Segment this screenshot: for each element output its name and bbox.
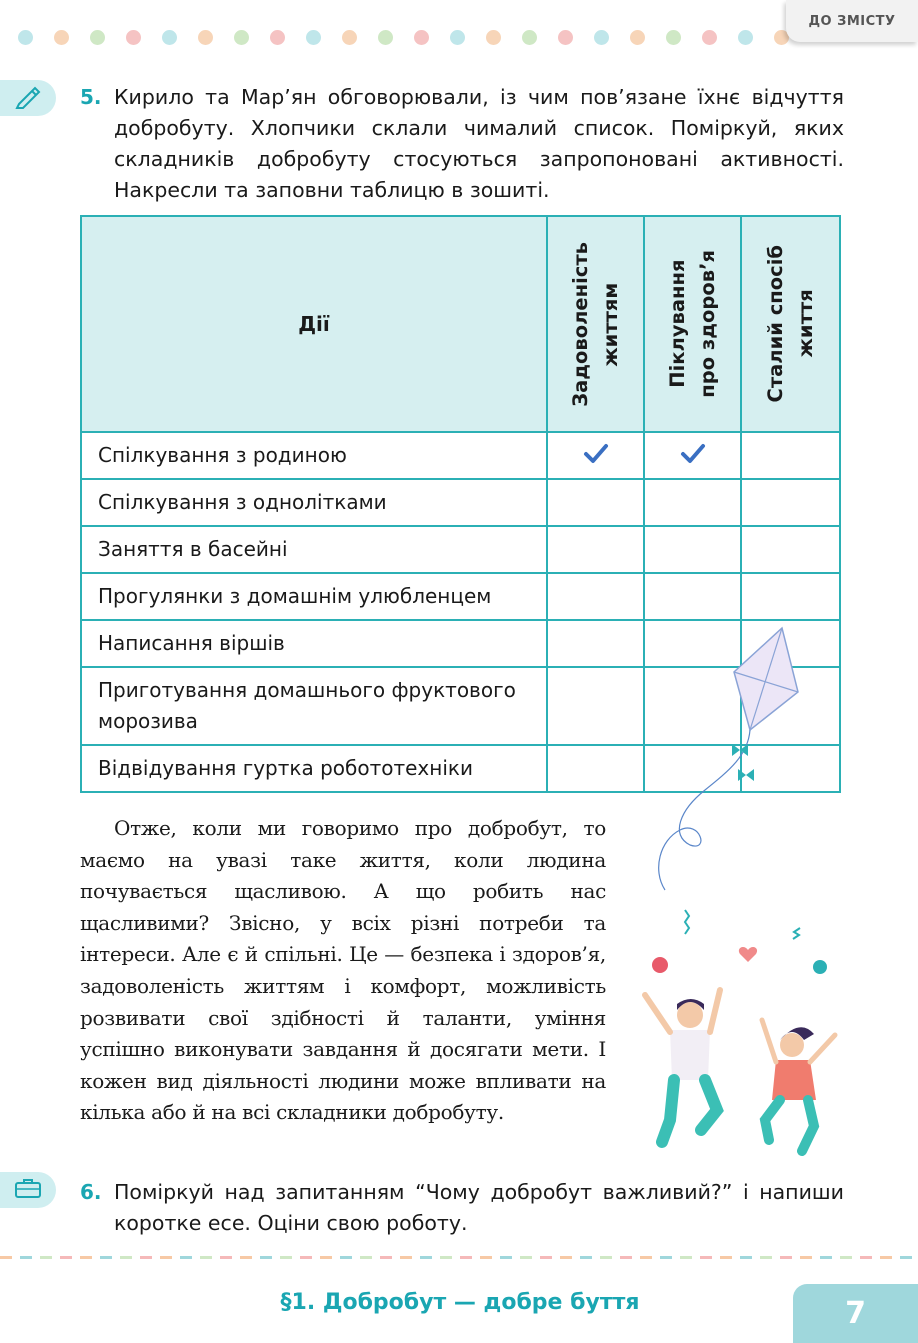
table-cell-mark [547,432,644,479]
decorative-dot [666,30,681,45]
decorative-dots [18,30,778,46]
decorative-dot [522,30,537,45]
sparkles-icon [652,910,827,974]
table-row-action: Спілкування з родиною [81,432,547,479]
table-cell-mark [547,526,644,573]
table-row [81,573,840,620]
decorative-dot [450,30,465,45]
table-cell-mark [547,479,644,526]
decorative-dot [54,30,69,45]
contents-link[interactable]: ДО ЗМІСТУ [786,0,918,42]
table-row-action: Заняття в басейні [81,526,547,573]
page-number: 7 [793,1284,918,1343]
table-cell-mark [644,479,741,526]
table-row-action: Написання віршів [81,620,547,667]
table-cell-mark [644,526,741,573]
decorative-dot [162,30,177,45]
checkmark-icon [680,443,706,465]
table-header-sustainable-lifestyle: Сталий спосіб життя [741,216,840,432]
kite-children-illustration [610,620,910,1180]
task-5-text: Кирило та Мар’ян обговорювали, із чим пов’язане їхнє відчуття добробуту. Хлопчики склали чималий список. Поміркуй, яких складників добробуту стосуються запропоновані активності. Накресли та заповни таблицю в зошиті. [114,85,844,202]
decorative-dot [234,30,249,45]
table-cell-mark [644,432,741,479]
decorative-dot [306,30,321,45]
table-row [81,526,840,573]
decorative-dot [198,30,213,45]
decorative-dot [486,30,501,45]
table-cell-mark [741,432,840,479]
body-paragraph: Отже, коли ми говоримо про добробут, то маємо на увазі таке життя, коли людина почувається щасливою. А що робить нас щасливими? Звісно, у всіх різні потреби та інтереси. Але є й спільні. Це — безпека і здоров’я, задоволеність життям і комфорт, можливість розвивати свої здібності й таланти, уміння успішно виконувати завдання й досягати мети. І кожен вид діяльності людини може впливати на кілька або й на всі складники добробуту. [80,816,606,1125]
decorative-dot [630,30,645,45]
footer-section-title: §1. Добробут — добре буття [280,1290,640,1315]
table-row [81,479,840,526]
boy-figure [645,990,720,1142]
table-cell-mark [644,573,741,620]
briefcase-icon [14,1177,42,1203]
decorative-dot [126,30,141,45]
task-5-number: 5. [80,85,102,109]
checkmark-icon [583,443,609,465]
table-row-action: Приготування домашнього фруктового морозива [81,667,547,745]
table-cell-mark [741,479,840,526]
footer-dashed-line [0,1256,918,1259]
table-header-life-satisfaction: Задоволеність життям [547,216,644,432]
decorative-dot [414,30,429,45]
decorative-dot [378,30,393,45]
pencil-icon [13,83,43,113]
table-row [81,432,840,479]
task-6-text: Поміркуй над запитанням “Чому добробут важливий?” і напиши коротке есе. Оціни свою роботу. [114,1180,844,1235]
girl-figure [762,1020,835,1151]
table-cell-mark [741,526,840,573]
decorative-dot [738,30,753,45]
table-cell-mark [741,573,840,620]
table-row-action: Відвідування гуртка робототехніки [81,745,547,792]
decorative-dot [558,30,573,45]
kite-icon [659,628,798,890]
table-header-health-care: Піклування про здоров’я [644,216,741,432]
table-header-actions: Дії [81,216,547,432]
decorative-dot [90,30,105,45]
table-cell-mark [547,573,644,620]
task-6-tab [0,1172,56,1208]
decorative-dot [702,30,717,45]
table-row-action: Прогулянки з домашнім улюбленцем [81,573,547,620]
task-6-number: 6. [80,1180,102,1204]
decorative-dot [270,30,285,45]
table-row-action: Спілкування з однолітками [81,479,547,526]
decorative-dot [18,30,33,45]
decorative-dot [594,30,609,45]
decorative-dot [342,30,357,45]
task-5-tab [0,80,56,116]
